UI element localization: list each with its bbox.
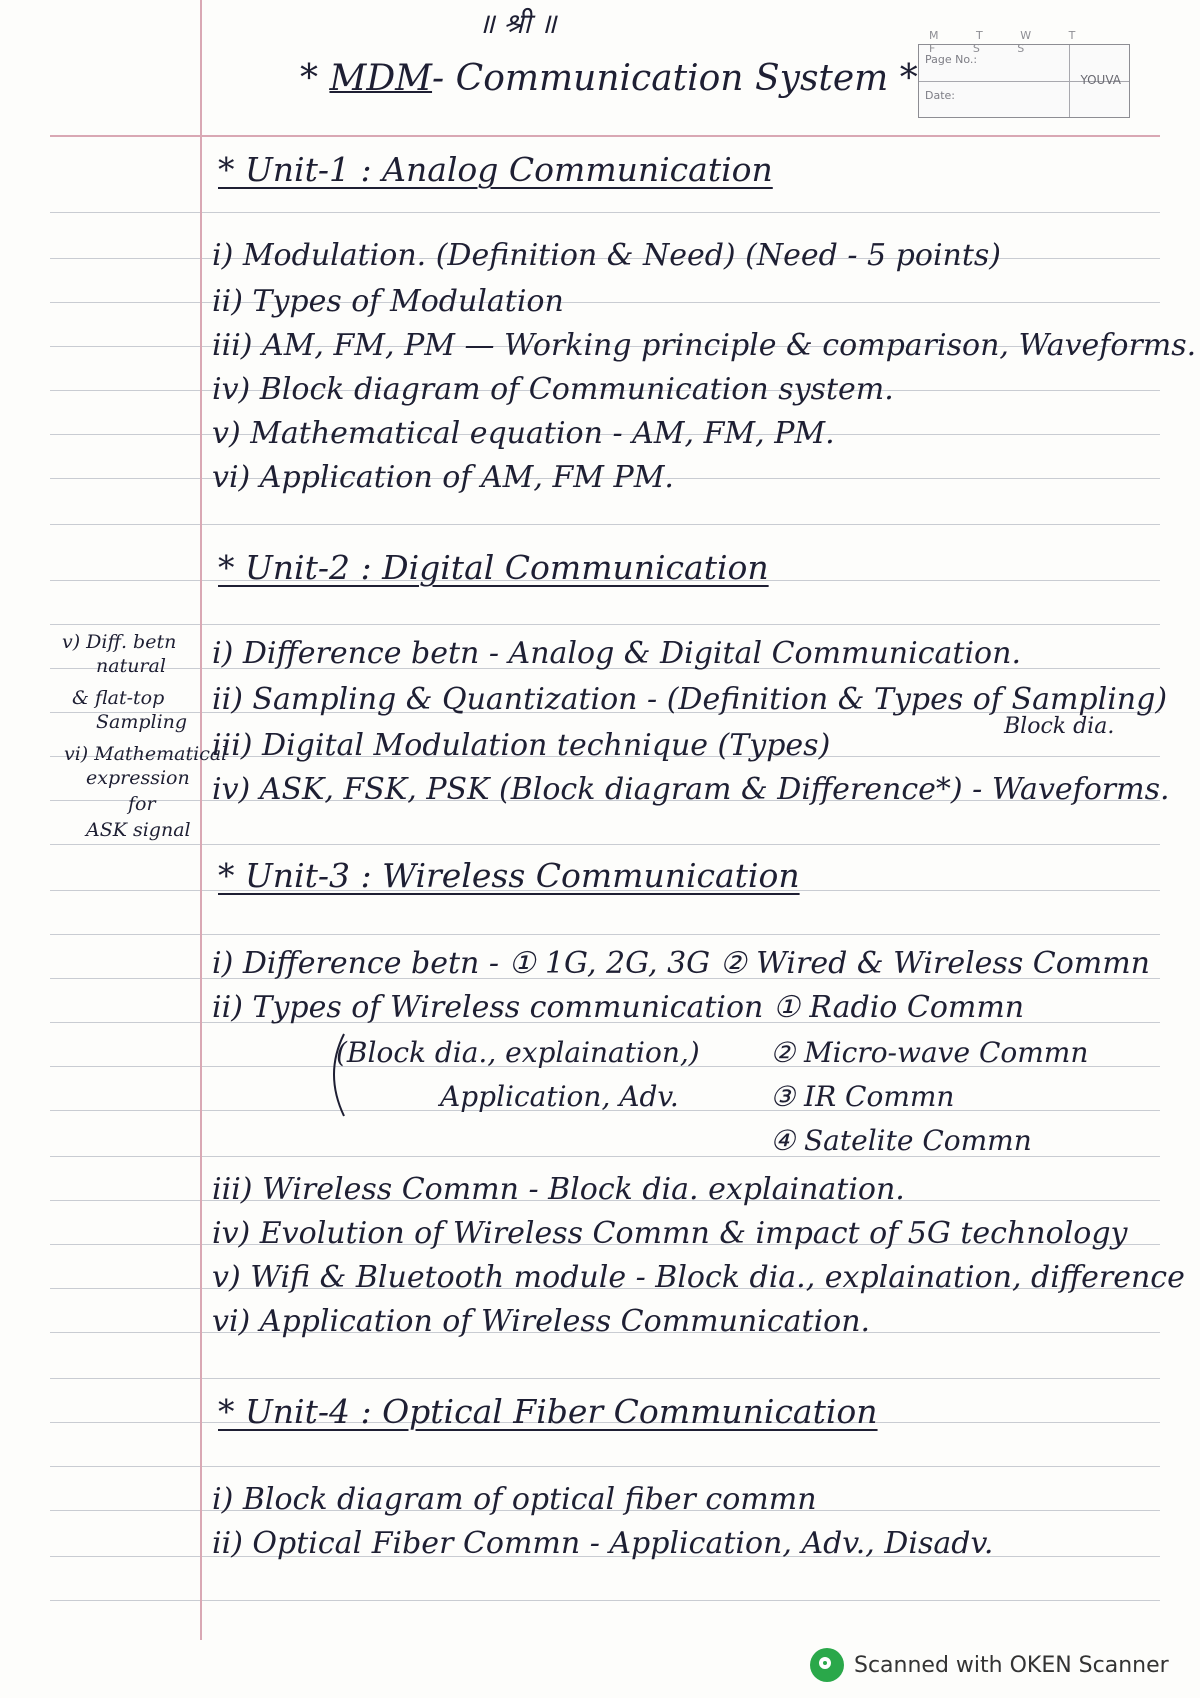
date-label: Date: [925, 89, 955, 102]
scanner-watermark [810, 1648, 1169, 1682]
unit-3-item: i) Difference betn - ① 1G, 2G, 3G ② Wired & Wireless Commn [212, 946, 1150, 981]
bracket-note: (Block dia., explaination,) [336, 1036, 700, 1069]
page-no-label: Page No.: [925, 53, 978, 66]
margin-note: for [128, 793, 156, 815]
ruled-line [50, 1466, 1160, 1467]
unit-2-item: iv) ASK, FSK, PSK (Block diagram & Difference*) - Waveforms. [212, 772, 1170, 807]
margin-note: & flat-top [72, 687, 165, 709]
ruled-line [50, 1600, 1160, 1601]
margin-note: ASK signal [86, 819, 191, 841]
page-top-rule [50, 135, 1160, 137]
scanner-text: Scanned with OKEN Scanner [854, 1652, 1169, 1678]
brand-label: YOUVA [1080, 73, 1121, 87]
ruled-line [50, 212, 1160, 213]
unit-2-item: i) Difference betn - Analog & Digital Communication. [212, 636, 1021, 671]
page-title [300, 58, 918, 99]
title-rest: - Communication System [432, 58, 889, 99]
unit-1-item: i) Modulation. (Definition & Need) (Need - 5 points) [212, 238, 1002, 273]
unit-1-heading: * Unit-1 : Analog Communication [218, 150, 773, 189]
unit-4-item: ii) Optical Fiber Commn - Application, Adv., Disadv. [212, 1526, 994, 1561]
types-list-item: ② Micro-wave Commn [770, 1036, 1089, 1069]
margin-note: Sampling [96, 711, 188, 733]
bracket-note: Application, Adv. [440, 1080, 679, 1113]
scanner-logo-icon [810, 1648, 844, 1682]
unit-2-item: ii) Sampling & Quantization - (Definition & Types of Sampling) [212, 682, 1168, 717]
title-star-right: * [899, 58, 918, 99]
weekday-letters: M T W T F S S [929, 29, 1093, 55]
unit-3-heading: * Unit-3 : Wireless Communication [218, 856, 800, 895]
unit-3-item: v) Wifi & Bluetooth module - Block dia., explaination, difference [212, 1260, 1185, 1295]
margin-line [200, 0, 202, 1640]
top-invocation: ॥ श्री ॥ [478, 7, 557, 40]
date-box-column-divider [1069, 45, 1070, 117]
margin-note: natural [96, 655, 166, 677]
unit-1-item: iv) Block diagram of Communication system. [212, 372, 894, 407]
ruled-line [50, 524, 1160, 525]
unit-2-heading: * Unit-2 : Digital Communication [218, 548, 769, 587]
unit-1-item: vi) Application of AM, FM PM. [212, 460, 674, 495]
title-star-left: * [300, 58, 318, 99]
unit-3-item: iii) Wireless Commn - Block dia. explaination. [212, 1172, 905, 1207]
ruled-line [50, 624, 1160, 625]
ruled-line [50, 934, 1160, 935]
date-box [918, 29, 1130, 118]
title-main: MDM [329, 58, 433, 99]
types-list-item: ③ IR Commn [770, 1080, 955, 1113]
margin-note: v) Diff. betn [62, 631, 177, 653]
unit-1-item: iii) AM, FM, PM — Working principle & comparison, Waveforms. [212, 328, 1197, 363]
margin-note: vi) Mathematical [64, 743, 228, 765]
unit-1-item: v) Mathematical equation - AM, FM, PM. [212, 416, 835, 451]
unit-1-item: ii) Types of Modulation [212, 284, 564, 319]
unit-4-heading: * Unit-4 : Optical Fiber Communication [218, 1392, 878, 1431]
types-list-item: ④ Satelite Commn [770, 1124, 1032, 1157]
bracket-curve [320, 1030, 350, 1120]
ruled-line [50, 844, 1160, 845]
ruled-line [50, 1378, 1160, 1379]
margin-note: expression [86, 767, 190, 789]
unit-3-item: vi) Application of Wireless Communication. [212, 1304, 871, 1339]
block-dia-note: Block dia. [1004, 714, 1115, 739]
unit-3-item: ii) Types of Wireless communication ① Radio Commn [212, 990, 1025, 1025]
unit-4-item: i) Block diagram of optical fiber commn [212, 1482, 817, 1517]
unit-2-item: iii) Digital Modulation technique (Types) [212, 728, 831, 763]
unit-3-item: iv) Evolution of Wireless Commn & impact of 5G technology [212, 1216, 1128, 1251]
